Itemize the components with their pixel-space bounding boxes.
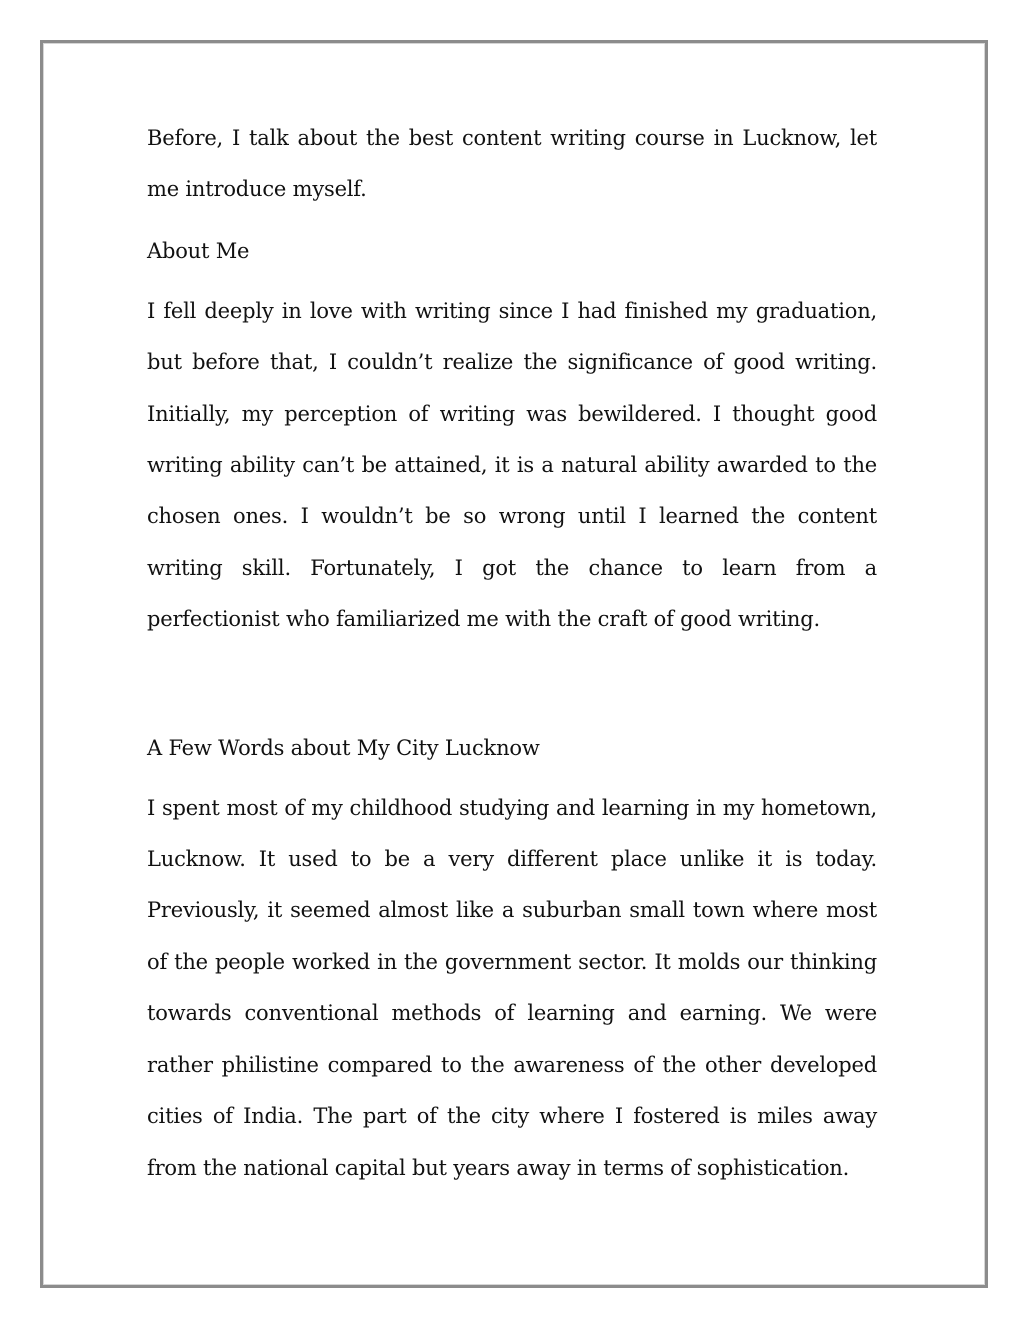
city-heading: A Few Words about My City Lucknow bbox=[147, 735, 540, 760]
about-me-heading: About Me bbox=[147, 238, 250, 263]
document-body bbox=[147, 113, 877, 1209]
about-me-paragraph: I fell deeply in love with writing since I had finished my graduation, but before that, I couldn’t realize the significance of good writing. Initially, my perception of writing was bewildered. I thought good writing ability can’t be attained, it is a natural ability awarded to the chosen ones. I wouldn’t be so wrong until I learned the content writing skill. Fortunately, I got the chance to learn from a perfectionist who familiarized me with the craft of good writing. bbox=[147, 298, 877, 632]
city-paragraph: I spent most of my childhood studying and learning in my hometown, Lucknow. It used to be a very different place unlike it is today. Previously, it seemed almost like a suburban small town where most of the people worked in the government sector. It molds our thinking towards conventional methods of learning and earning. We were rather philistine compared to the awareness of the other developed cities of India. The part of the city where I fostered is miles away from the national capital but years away in terms of sophistication. bbox=[147, 795, 877, 1180]
intro-paragraph: Before, I talk about the best content writing course in Lucknow, let me introduce myself. bbox=[147, 126, 877, 202]
section-spacer bbox=[147, 661, 877, 728]
